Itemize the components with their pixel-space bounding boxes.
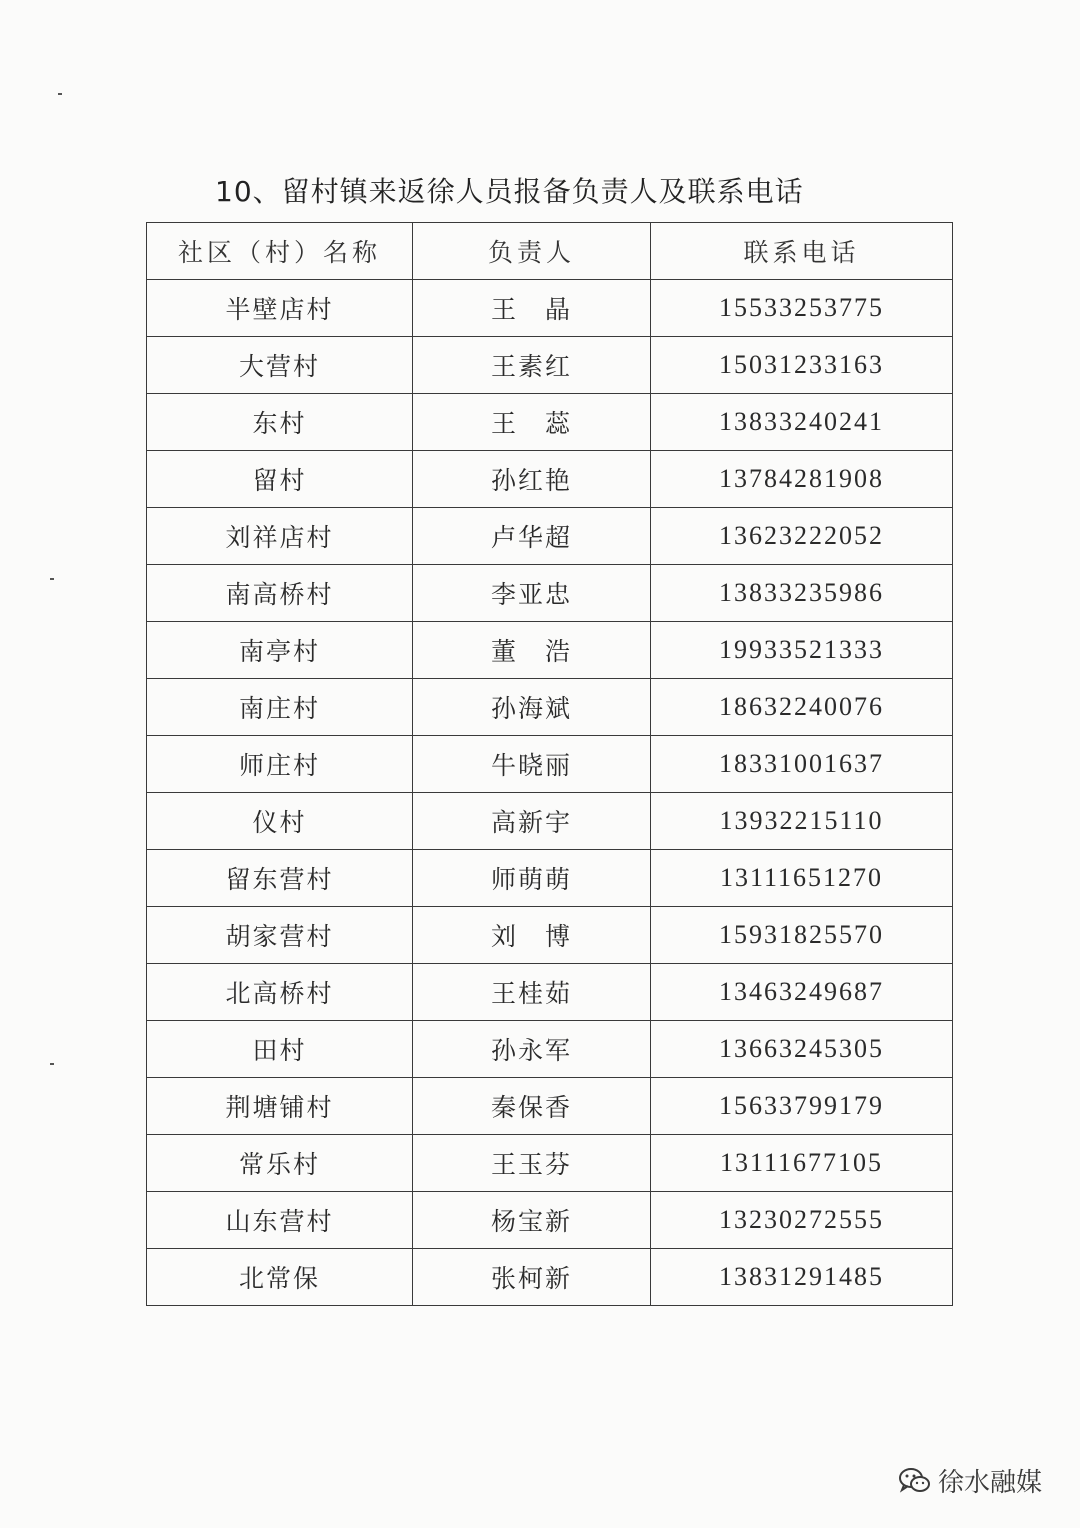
- village-name-cell: 刘祥店村: [147, 508, 413, 565]
- table-row: [147, 622, 953, 679]
- village-name-cell: 荆塘铺村: [147, 1078, 413, 1135]
- contacts-table: [146, 222, 953, 1306]
- phone-number-cell: 19933521333: [651, 622, 953, 679]
- table-header-row: [147, 223, 953, 280]
- person-in-charge-cell: 王 晶: [413, 280, 651, 337]
- person-in-charge-cell: 孙红艳: [413, 451, 651, 508]
- table-row: [147, 565, 953, 622]
- village-name-cell: 北高桥村: [147, 964, 413, 1021]
- person-in-charge-cell: 高新宇: [413, 793, 651, 850]
- header-phone: 联系电话: [651, 223, 953, 280]
- person-in-charge-cell: 王 蕊: [413, 394, 651, 451]
- person-in-charge-cell: 杨宝新: [413, 1192, 651, 1249]
- phone-number-cell: 13111677105: [651, 1135, 953, 1192]
- village-name-cell: 师庄村: [147, 736, 413, 793]
- village-name-cell: 留村: [147, 451, 413, 508]
- table-row: [147, 337, 953, 394]
- table-row: [147, 1135, 953, 1192]
- village-name-cell: 山东营村: [147, 1192, 413, 1249]
- village-name-cell: 南亭村: [147, 622, 413, 679]
- village-name-cell: 留东营村: [147, 850, 413, 907]
- scan-speck: [58, 93, 62, 95]
- header-person: 负责人: [413, 223, 651, 280]
- phone-number-cell: 13932215110: [651, 793, 953, 850]
- scan-speck: [50, 578, 54, 580]
- person-in-charge-cell: 李亚忠: [413, 565, 651, 622]
- table-row: [147, 1078, 953, 1135]
- scan-speck: [50, 1063, 54, 1065]
- table-row: [147, 1021, 953, 1078]
- person-in-charge-cell: 王玉芬: [413, 1135, 651, 1192]
- village-name-cell: 北常保: [147, 1249, 413, 1306]
- watermark-text: 徐水融媒: [938, 1468, 1043, 1498]
- person-in-charge-cell: 刘 博: [413, 907, 651, 964]
- table-row: [147, 394, 953, 451]
- village-name-cell: 半壁店村: [147, 280, 413, 337]
- village-name-cell: 东村: [147, 394, 413, 451]
- phone-number-cell: 18632240076: [651, 679, 953, 736]
- table-row: [147, 280, 953, 337]
- watermark: [898, 1462, 1042, 1499]
- document-title: 10、留村镇来返徐人员报备负责人及联系电话: [215, 175, 804, 208]
- person-in-charge-cell: 王桂茹: [413, 964, 651, 1021]
- header-village: 社区（村）名称: [147, 223, 413, 280]
- village-name-cell: 田村: [147, 1021, 413, 1078]
- phone-number-cell: 13111651270: [651, 850, 953, 907]
- village-name-cell: 仪村: [147, 793, 413, 850]
- phone-number-cell: 13623222052: [651, 508, 953, 565]
- table-row: [147, 1192, 953, 1249]
- village-name-cell: 南高桥村: [147, 565, 413, 622]
- table-row: [147, 850, 953, 907]
- table-row: [147, 793, 953, 850]
- table-row: [147, 508, 953, 565]
- village-name-cell: 大营村: [147, 337, 413, 394]
- phone-number-cell: 13833235986: [651, 565, 953, 622]
- phone-number-cell: 13463249687: [651, 964, 953, 1021]
- phone-number-cell: 15533253775: [651, 280, 953, 337]
- table-row: [147, 451, 953, 508]
- phone-number-cell: 13833240241: [651, 394, 953, 451]
- phone-number-cell: 15931825570: [651, 907, 953, 964]
- phone-number-cell: 13831291485: [651, 1249, 953, 1306]
- person-in-charge-cell: 王素红: [413, 337, 651, 394]
- phone-number-cell: 13230272555: [651, 1192, 953, 1249]
- person-in-charge-cell: 秦保香: [413, 1078, 651, 1135]
- wechat-icon: [898, 1467, 932, 1495]
- phone-number-cell: 13784281908: [651, 451, 953, 508]
- village-name-cell: 胡家营村: [147, 907, 413, 964]
- table-row: [147, 1249, 953, 1306]
- person-in-charge-cell: 牛晓丽: [413, 736, 651, 793]
- person-in-charge-cell: 孙海斌: [413, 679, 651, 736]
- person-in-charge-cell: 卢华超: [413, 508, 651, 565]
- table-row: [147, 736, 953, 793]
- phone-number-cell: 18331001637: [651, 736, 953, 793]
- person-in-charge-cell: 董 浩: [413, 622, 651, 679]
- person-in-charge-cell: 师萌萌: [413, 850, 651, 907]
- table-row: [147, 964, 953, 1021]
- phone-number-cell: 15633799179: [651, 1078, 953, 1135]
- village-name-cell: 常乐村: [147, 1135, 413, 1192]
- phone-number-cell: 13663245305: [651, 1021, 953, 1078]
- phone-number-cell: 15031233163: [651, 337, 953, 394]
- table-row: [147, 679, 953, 736]
- table-row: [147, 907, 953, 964]
- person-in-charge-cell: 张柯新: [413, 1249, 651, 1306]
- person-in-charge-cell: 孙永军: [413, 1021, 651, 1078]
- village-name-cell: 南庄村: [147, 679, 413, 736]
